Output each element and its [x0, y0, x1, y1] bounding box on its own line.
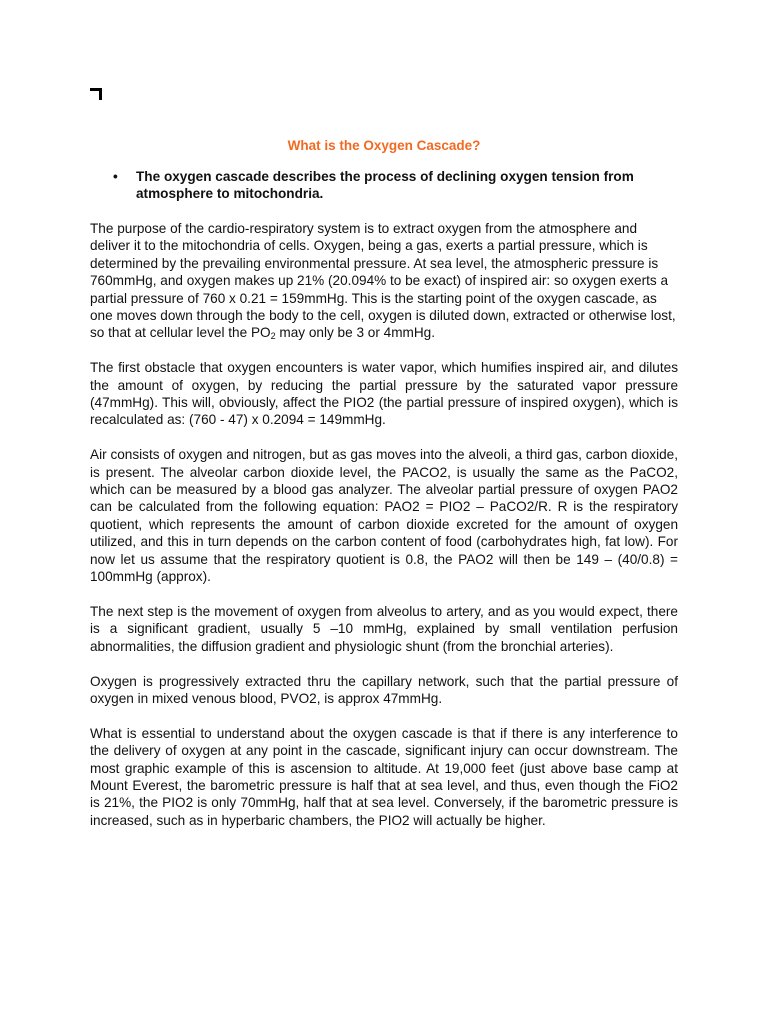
- bullet-list: [113, 168, 683, 203]
- paragraph-arterial-gradient: The next step is the movement of oxygen from alveolus to artery, and as you would expect, there is a significant gradient, usually 5 –10 mmHg, explained by small ventilation perfusion abnormalities, the diffusion gradient and physiologic shunt (from the bronchial arteries).: [90, 603, 678, 654]
- page-title: What is the Oxygen Cascade?: [287, 138, 481, 153]
- paragraph-altitude: What is essential to understand about the oxygen cascade is that if there is any interference to the delivery of oxygen at any point in the cascade, significant injury can occur downstream. The most graphic example of this is ascension to altitude. At 19,000 feet (just above base camp at Mount Everest, the barometric pressure is half that at sea level, and thus, even though the FiO2 is 21%, the PIO2 is only 70mmHg, half that at sea level. Conversely, if the barometric pressure is increased, such as in hyperbaric chambers, the PIO2 will actually be higher.: [90, 725, 678, 828]
- paragraph-purpose: [90, 220, 678, 342]
- subscript-two: 2: [270, 331, 276, 342]
- document-body: [90, 220, 678, 847]
- paragraph-alveolar-gas: Air consists of oxygen and nitrogen, but as gas moves into the alveoli, a third gas, carbon dioxide, is present. The alveolar carbon dioxide level, the PACO2, is usually the same as the PaCO2, which can be measured by a blood gas analyzer. The alveolar partial pressure of oxygen PAO2 can be calculated from the following equation: PAO2 = PIO2 – PaCO2/R. R is the respiratory quotient, which represents the amount of carbon dioxide excreted for the amount of oxygen utilized, and this in turn depends on the carbon content of food (carbohydrates high, fat low). For now let us assume that the respiratory quotient is 0.8, the PAO2 will then be 149 – (40/0.8) = 100mmHg (approx).: [90, 447, 678, 585]
- bullet-text: The oxygen cascade describes the process of declining oxygen tension from atmosphere to mitochondria.: [136, 169, 634, 202]
- paragraph-purpose-text: The purpose of the cardio-respiratory system is to extract oxygen from the atmosphere and deliver it to the mitochondria of cells. Oxygen, being a gas, exerts a partial pressure, which is determined by the prevailing environmental pressure. At sea level, the atmospheric pressure is 760mmHg, and oxygen makes up 21% (20.094% to be exact) of inspired air: so oxygen exerts a partial pressure of 760 x 0.21 = 159mmHg. This is the starting point of the oxygen cascade, as one moves down through the body to the cell, oxygen is diluted down, extracted or otherwise lost, so that at cellular level the PO: [90, 221, 676, 341]
- bullet-symbol: •: [113, 169, 118, 184]
- corner-bracket-icon: [90, 88, 102, 100]
- paragraph-purpose-end: may only be 3 or 4mmHg.: [275, 325, 436, 341]
- paragraph-venous-extraction: Oxygen is progressively extracted thru the capillary network, such that the partial pressure of oxygen in mixed venous blood, PVO2, is approx 47mmHg.: [90, 673, 678, 706]
- paragraph-water-vapor: The first obstacle that oxygen encounters is water vapor, which humifies inspired air, and dilutes the amount of oxygen, by reducing the partial pressure by the saturated vapor pressure (47mmHg). This will, obviously, affect the PIO2 (the partial pressure of inspired oxygen), which is recalculated as: (760 - 47) x 0.2094 = 149mmHg.: [90, 360, 678, 428]
